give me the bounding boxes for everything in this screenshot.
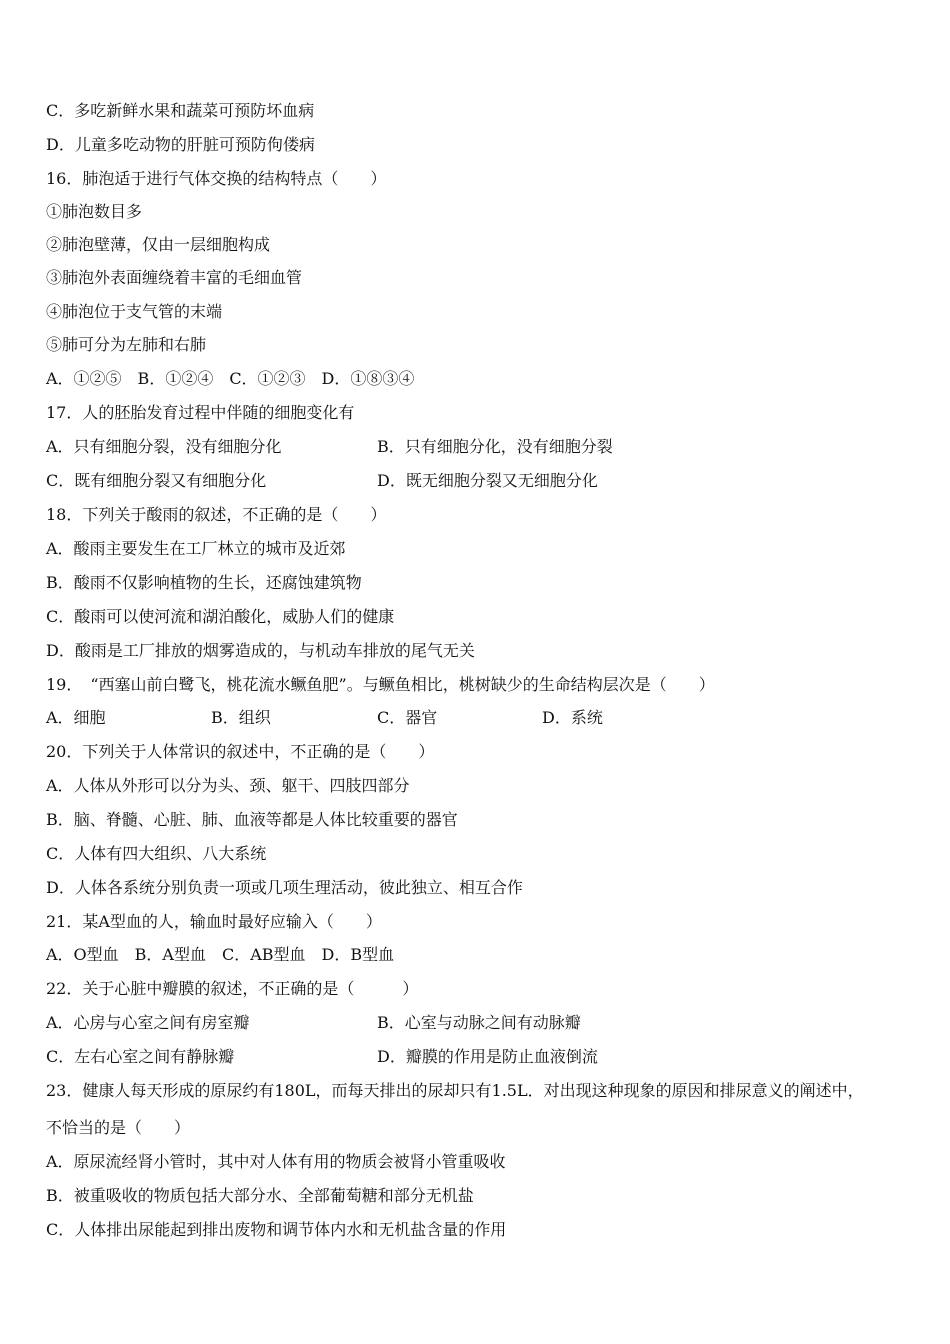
options-17-row-2 xyxy=(46,469,910,493)
option-c-line: C．人体排出尿能起到排出废物和调节体内水和无机盐含量的作用 xyxy=(46,1220,507,1239)
option-c-line: C．人体有四大组织、八大系统 xyxy=(46,844,267,863)
option-a: A．只有细胞分裂，没有细胞分化 xyxy=(46,437,282,456)
options-22-row-2 xyxy=(46,1045,910,1069)
option-d: D．既无细胞分裂又无细胞分化 xyxy=(377,471,598,490)
option-a: A．心房与心室之间有房室瓣 xyxy=(46,1013,250,1032)
question-22: 22．关于心脏中瓣膜的叙述，不正确的是（ ） xyxy=(46,979,419,998)
option-d-line: D．酸雨是工厂排放的烟雾造成的，与机动车排放的尾气无关 xyxy=(46,641,475,660)
statement-4: ④肺泡位于支气管的末端 xyxy=(46,302,223,321)
statement-3: ③肺泡外表面缠绕着丰富的毛细血管 xyxy=(46,268,303,287)
options-21: A．O型血 B．A型血 C．AB型血 D．B型血 xyxy=(46,945,395,964)
option-a-line: A．原尿流经肾小管时，其中对人体有用的物质会被肾小管重吸收 xyxy=(46,1152,506,1171)
option-c-line: C．酸雨可以使河流和湖泊酸化，威胁人们的健康 xyxy=(46,607,395,626)
option-d-line: D．儿童多吃动物的肝脏可预防佝偻病 xyxy=(46,135,315,154)
option-b-line: B．脑、脊髓、心脏、肺、血液等都是人体比较重要的器官 xyxy=(46,810,458,829)
option-c: C．左右心室之间有静脉瓣 xyxy=(46,1047,235,1066)
question-20: 20．下列关于人体常识的叙述中，不正确的是（ ） xyxy=(46,742,435,761)
statement-1: ①肺泡数目多 xyxy=(46,202,143,221)
option-d: D．系统 xyxy=(542,708,603,727)
option-b: B．只有细胞分化，没有细胞分裂 xyxy=(377,437,613,456)
statement-2: ②肺泡壁薄，仅由一层细胞构成 xyxy=(46,235,271,254)
option-b-line: B．被重吸收的物质包括大部分水、全部葡萄糖和部分无机盐 xyxy=(46,1186,474,1205)
options-16: A．①②⑤ B．①②④ C．①②③ D．①⑧③④ xyxy=(46,369,415,388)
question-19: 19． “西塞山前白鹭飞，桃花流水鳜鱼肥”。与鳜鱼相比，桃树缺少的生命结构层次是（ ） xyxy=(46,675,715,694)
options-17-row-1 xyxy=(46,435,910,459)
option-a-line: A．酸雨主要发生在工厂林立的城市及近郊 xyxy=(46,539,346,558)
option-a: A．细胞 xyxy=(46,708,106,727)
option-c: C．器官 xyxy=(377,708,438,727)
question-17: 17．人的胚胎发育过程中伴随的细胞变化有 xyxy=(46,403,355,422)
statement-5: ⑤肺可分为左肺和右肺 xyxy=(46,335,207,354)
question-18: 18．下列关于酸雨的叙述，不正确的是（ ） xyxy=(46,505,387,524)
option-d-line: D．人体各系统分别负责一项或几项生理活动，彼此独立、相互合作 xyxy=(46,878,523,897)
option-c-line: C．多吃新鲜水果和蔬菜可预防坏血病 xyxy=(46,101,315,120)
option-b: B．心室与动脉之间有动脉瓣 xyxy=(377,1013,581,1032)
option-b-line: B．酸雨不仅影响植物的生长，还腐蚀建筑物 xyxy=(46,573,362,592)
options-22-row-1 xyxy=(46,1011,910,1035)
question-21: 21．某A型血的人，输血时最好应输入（ ） xyxy=(46,912,382,931)
options-19 xyxy=(46,706,910,730)
option-d: D．瓣膜的作用是防止血液倒流 xyxy=(377,1047,598,1066)
question-23-continued: 不恰当的是（ ） xyxy=(46,1118,191,1137)
question-16: 16．肺泡适于进行气体交换的结构特点（ ） xyxy=(46,169,387,188)
option-a-line: A．人体从外形可以分为头、颈、躯干、四肢四部分 xyxy=(46,776,410,795)
question-23: 23．健康人每天形成的原尿约有180L，而每天排出的尿却只有1.5L．对出现这种现象的原因和排尿意义的阐述中， xyxy=(46,1081,864,1100)
option-b: B．组织 xyxy=(211,708,271,727)
option-c: C．既有细胞分裂又有细胞分化 xyxy=(46,471,267,490)
